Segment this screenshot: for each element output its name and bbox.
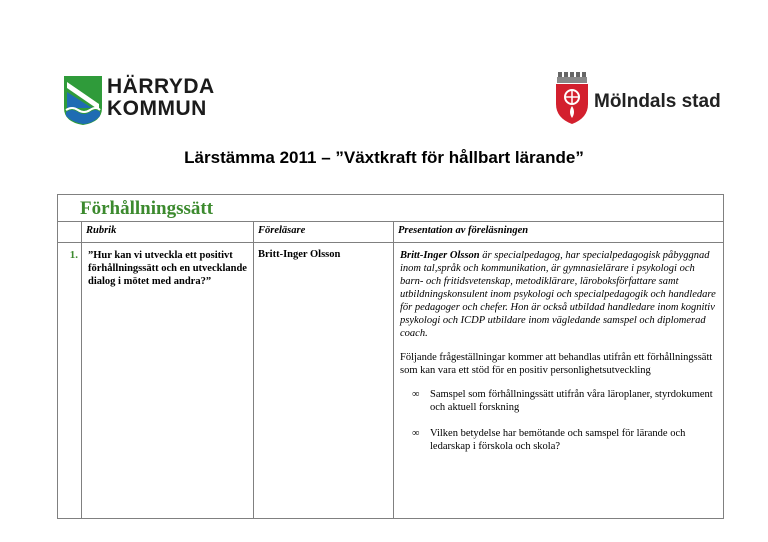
section-title-row bbox=[58, 195, 724, 222]
header-forelasare: Föreläsare bbox=[254, 222, 394, 243]
section-title: Förhållningssätt bbox=[58, 195, 724, 222]
infinity-bullet-icon: ∞ bbox=[412, 428, 420, 439]
bullet-item bbox=[400, 427, 717, 453]
bullet-text: Samspel som förhållningssätt utifrån våra läroplaner, styrdokument och aktuell forskning bbox=[430, 389, 713, 413]
row-rubrik: ”Hur kan vi utveckla ett positivt förhållningssätt och en utvecklande dialog i mötet med andra?” bbox=[82, 243, 254, 519]
table-row bbox=[58, 243, 724, 519]
program-table bbox=[57, 194, 724, 519]
table-header-row bbox=[58, 222, 724, 243]
harryda-logo-line2: KOMMUN bbox=[107, 97, 207, 120]
bullet-item bbox=[400, 388, 717, 414]
row-presentation bbox=[394, 243, 724, 519]
row-forelasare: Britt-Inger Olsson bbox=[254, 243, 394, 519]
row-number: 1. bbox=[58, 243, 82, 519]
header-presentation: Presentation av föreläsningen bbox=[394, 222, 724, 243]
harryda-emblem-icon bbox=[62, 74, 104, 126]
document-title: Lärstämma 2011 – ”Växtkraft för hållbart lärande” bbox=[184, 148, 584, 167]
infinity-bullet-icon: ∞ bbox=[412, 389, 420, 400]
harryda-logo-line1: HÄRRYDA bbox=[107, 75, 215, 98]
intro-text: är specialpedagog, har specialpedagogisk påbyggnad inom tal,språk och kommunikation, är gymnasielärare i psykologi och barn- och fritidsvetenskap, metodiklärare, läroboksförfattare samt utbildningskonsulent inom psykologi och specialpedagogik och handledare för pedagoger och chefer. Hon är också utbildad handledare inom kognitiv psykologi och ICDP utbildare inom vägledande samspel och diplomerad coach. bbox=[400, 250, 716, 339]
presentation-intro bbox=[400, 249, 717, 340]
harryda-kommun-logo bbox=[62, 74, 215, 126]
molndal-logo-text: Mölndals stad bbox=[594, 91, 721, 112]
bullet-text: Vilken betydelse har bemötande och samspel för lärande och ledarskap i förskola och skola? bbox=[430, 428, 686, 452]
header-rubrik: Rubrik bbox=[82, 222, 254, 243]
molndals-stad-logo bbox=[552, 70, 722, 128]
presentation-paragraph: Följande frågeställningar kommer att behandlas utifrån ett förhållningssätt som kan vara ett stöd för en positiv personlighetsutveckling bbox=[400, 352, 713, 376]
molndal-crest-icon bbox=[552, 70, 592, 128]
intro-name: Britt-Inger Olsson bbox=[400, 250, 480, 261]
header-number bbox=[58, 222, 82, 243]
